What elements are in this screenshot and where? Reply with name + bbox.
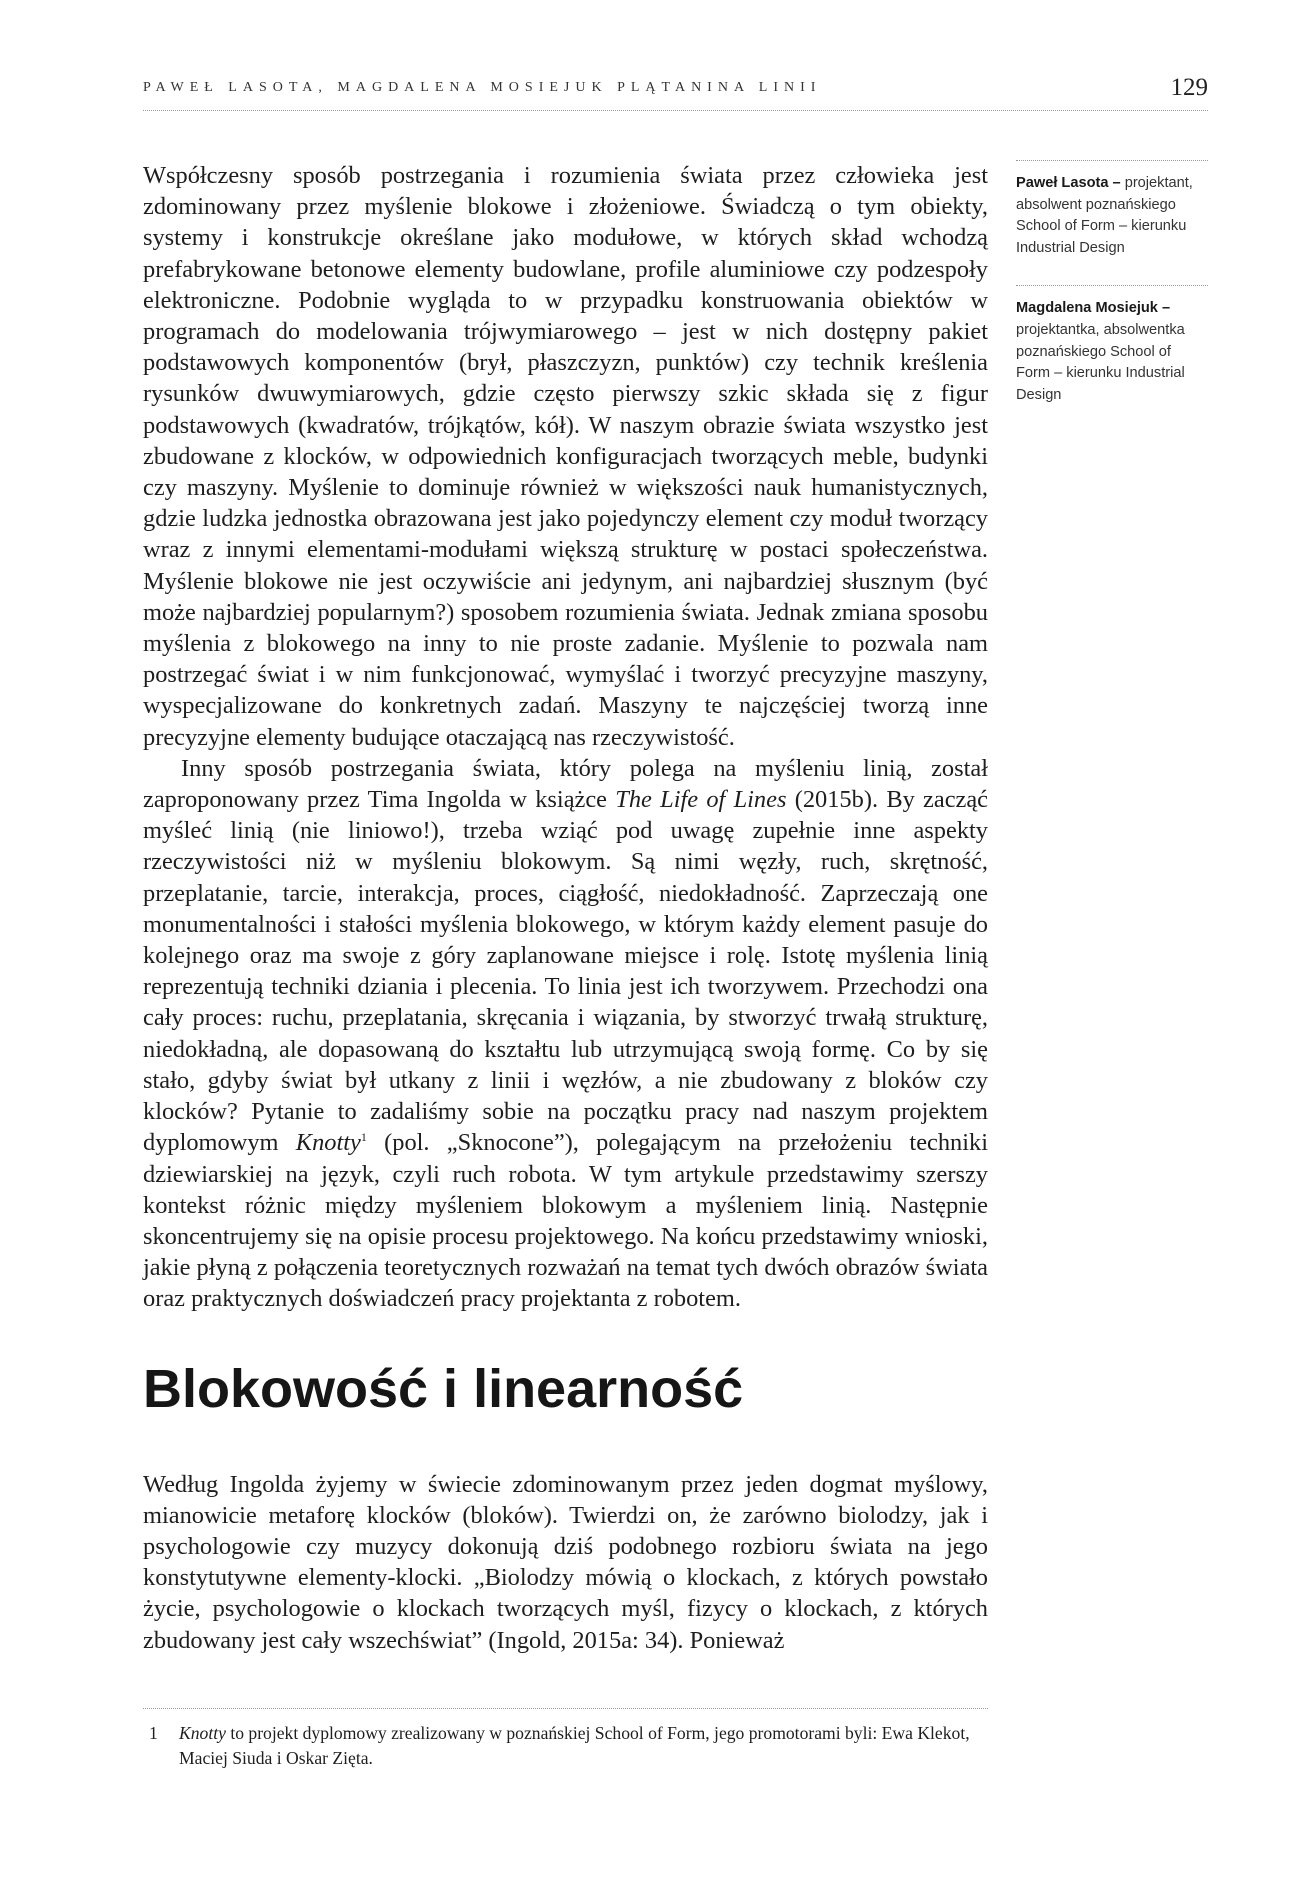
running-head — [143, 76, 1208, 111]
project-name: Knotty — [295, 1129, 361, 1157]
author-name: Magdalena Mosiejuk – — [1016, 300, 1171, 317]
paragraph-2-text-a: Inny sposób postrzegania świata, który polega na myśleniu linią, został zaproponowany przez Tima Ingolda w książce — [143, 754, 988, 814]
section-heading: Blokowość i linearność — [143, 1358, 744, 1419]
paragraph-2-text-b: (2015b). By zacząć myśleć linią (nie liniowo!), trzeba wziąć pod uwagę zupełnie inne aspekty rzeczywistości niż w myśleniu blokowym. Są nimi węzły, ruch, skrętność, przeplatanie, tarcie, interakcja, proces, ciągłość, niedokładność. Zaprzeczają one monumentalności i stałości myślenia blokowego, w którym każdy element pasuje do kolejnego oraz ma swoje z góry zaplanowane miejsce i rolę. Istotę myślenia linią reprezentują techniki dziania i plecenia. To linia jest ich tworzywem. Przechodzi ona cały proces: ruchu, przeplatania, skręcania i wiązania, by stworzyć trwałą strukturę, niedokładną, ale dopasowaną do kształtu lub utrzymującą swoją formę. Co by się stało, gdyby świat był utkany z linii i węzłów, a nie zbudowany z bloków czy klocków? Pytanie to zadaliśmy sobie na początku pracy nad naszym projektem dyplomowym — [143, 786, 989, 1157]
author-name: Paweł Lasota – — [1016, 175, 1121, 191]
book-title: The Life of Lines — [615, 786, 787, 814]
paragraph-3: Według Ingolda żyjemy w świecie zdominowanym przez jeden dogmat myślowy, mianowicie metaforę klocków (bloków). Twierdzi on, że zarówno biolodzy, jak i psychologowie czy muzycy dokonują dziś podobnego rozbioru świata na jego konstytutywne elementy-klocki. „Biolodzy mówią o klockach, z których powstało życie, psychologowie o klockach tworzących myśl, fizycy o klockach, z których zbudowany jest cały wszechświat” (Ingold, 2015a: 34). Ponieważ — [143, 1470, 988, 1654]
author-sidebar — [1016, 160, 1208, 432]
paragraph-1: Współczesny sposób postrzegania i rozumienia świata przez człowieka jest zdominowany przez myślenie blokowe i złożeniowe. Świadczą o tym obiekty, systemy i konstrukcje określane jako modułowe, w których skład wchodzą prefabrykowane betonowe elementy budowlane, profile aluminiowe czy podzespoły elektroniczne. Podobnie wygląda to w przypadku konstruowania obiektów w programach do modelowania trójwymiarowego – jest w nich dostępny pakiet podstawowych komponentów (brył, płaszczyzn, punktów) czy technik kreślenia rysunków dwuwymiarowych, gdzie często pierwszy szkic składa się z figur podstawowych (kwadratów, trójkątów, kół). W naszym obrazie świata wszystko jest zbudowane z klocków, w odpowiednich konfiguracjach tworzących meble, budynki czy maszyny. Myślenie to dominuje również w większości nauk humanistycznych, gdzie ludzka jednostka obrazowana jest jako pojedynczy element czy moduł tworzący wraz z innymi elementami-modułami większą strukturę w postaci społeczeństwa. Myślenie blokowe nie jest oczywiście ani jedynym, ani najbardziej słusznym (być może najbardziej popularnym?) sposobem rozumienia świata. Jednak zmiana sposobu myślenia z blokowego na inny to nie proste zadanie. Myślenie to pozwala nam postrzegać świat i w nim funkcjonować, wymyślać i tworzyć precyzyjne maszyny, wyspecjalizowane do konkretnych zadań. Maszyny te najczęściej tworzą inne precyzyjne elementy budujące otaczającą nas rzeczywistość. — [143, 162, 988, 751]
paragraph-2 — [143, 753, 988, 1315]
page-number: 129 — [1170, 74, 1208, 101]
footnote-number: 1 — [149, 1723, 158, 1743]
footnote-text — [179, 1721, 988, 1771]
author-note — [1016, 285, 1208, 406]
footnote-term: Knotty — [179, 1723, 226, 1743]
main-text-column — [143, 160, 988, 1656]
running-title: PAWEŁ LASOTA, MAGDALENA MOSIEJUK PLĄTANINA LINII — [143, 80, 822, 95]
paragraph-2-text-c: (pol. „Sknocone”), polegającym na przełożeniu techniki dziewiarskiej na język, czyli ruch robota. W tym artykule przedstawimy szerszy kontekst różnic między myśleniem blokowym a myśleniem linią. Następnie skoncentrujemy się na opisie procesu projektowego. Na końcu przedstawimy wnioski, jakie płyną z połączenia teoretycznych rozważań na temat tych dwóch obrazów świata oraz praktycznych doświadczeń pracy projektanta z robotem. — [143, 1129, 988, 1313]
author-note — [1016, 160, 1208, 259]
footnote-ref[interactable]: 1 — [360, 1130, 367, 1145]
author-bio: projektant, absolwent poznańskiego School of Form – kierunku Industrial Design — [1016, 175, 1193, 256]
author-bio: projektantka, absolwentka poznańskiego School of Form – kierunku Industrial Design — [1016, 321, 1185, 403]
footnotes — [143, 1708, 988, 1771]
footnote-body: to projekt dyplomowy zrealizowany w poznańskiej School of Form, jego promotorami byli: Ewa Klekot, Maciej Siuda i Oskar Zięta. — [179, 1723, 970, 1768]
